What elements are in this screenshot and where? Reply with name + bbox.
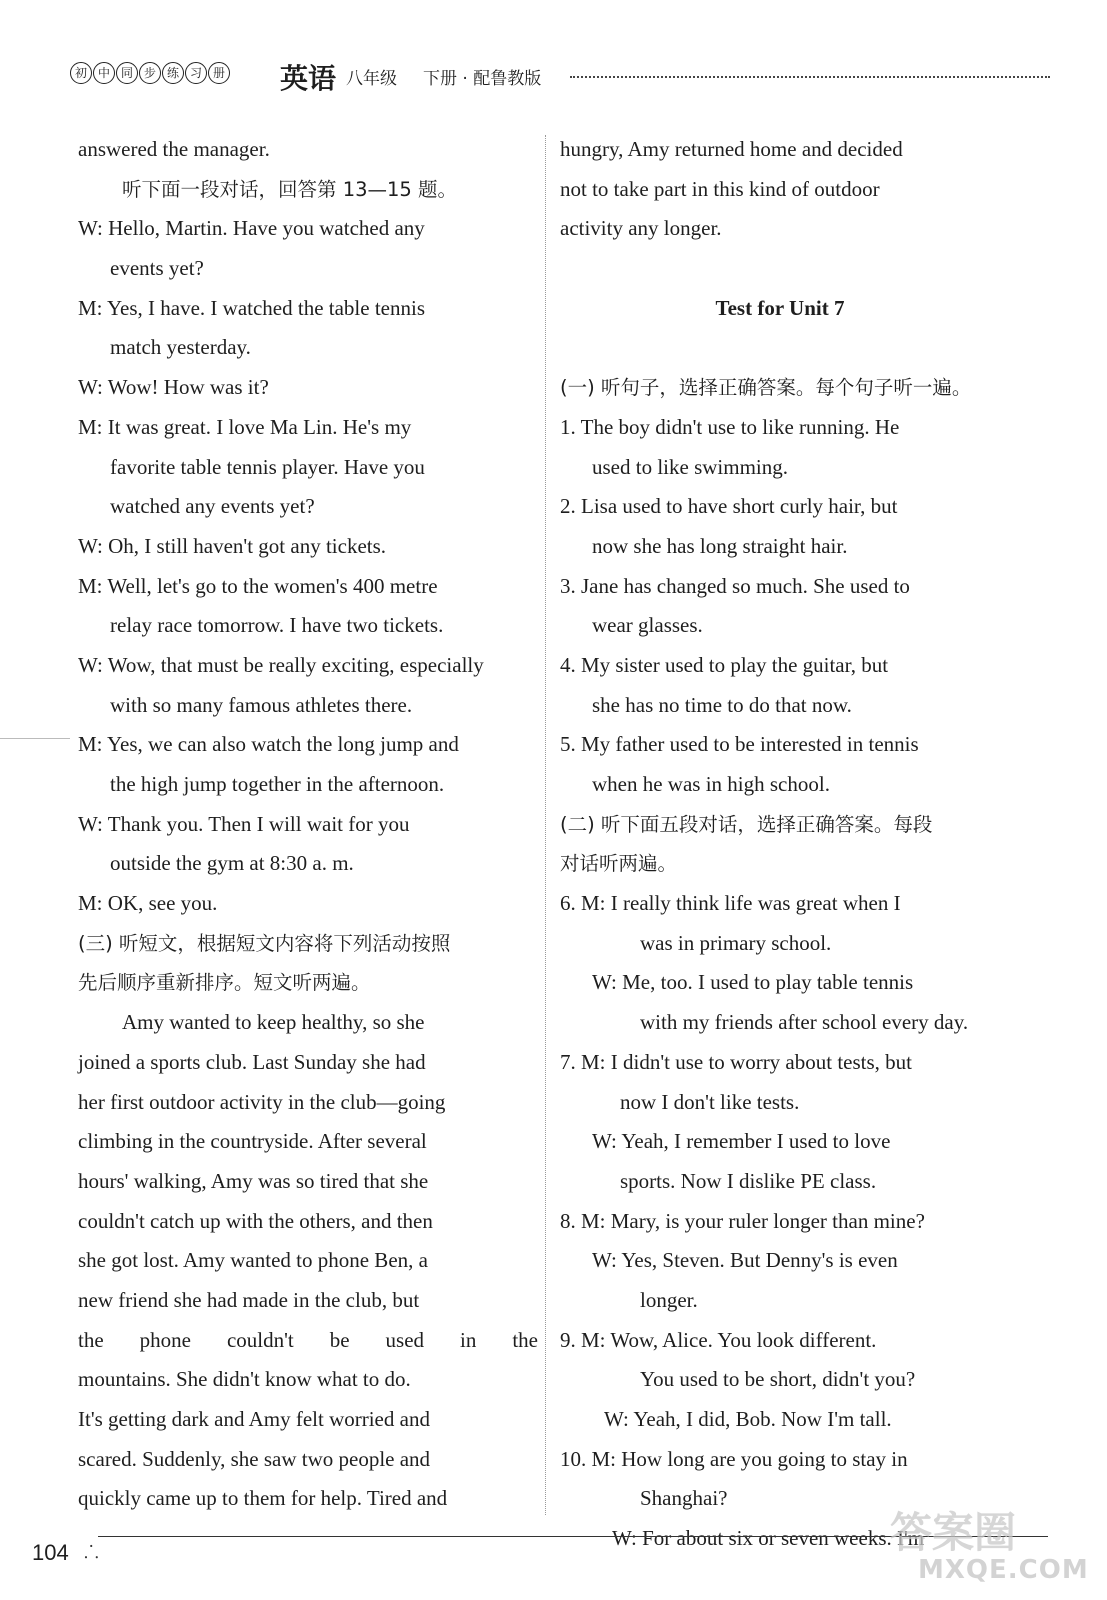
- right-column-line: 2. Lisa used to have short curly hair, but: [560, 494, 898, 519]
- left-column-line: M: It was great. I love Ma Lin. He's my: [78, 414, 412, 439]
- left-column-line: her first outdoor activity in the club—going: [78, 1089, 446, 1114]
- header-dotted-rule: [570, 76, 1050, 78]
- right-column-line: W: Yes, Steven. But Denny's is even: [592, 1248, 898, 1273]
- subject-title: 英语: [280, 62, 337, 95]
- left-column-line: she got lost. Amy wanted to phone Ben, a: [78, 1248, 428, 1273]
- right-column-line: when he was in high school.: [592, 772, 830, 796]
- left-column-line: new friend she had made in the club, but: [78, 1287, 420, 1312]
- right-column-line: [560, 328, 1000, 368]
- left-column-line: M: Yes, I have. I watched the table tennis: [78, 295, 426, 320]
- right-column-line: not to take part in this kind of outdoor: [560, 176, 880, 201]
- right-column-line: 7. M: I didn't use to worry about tests, but: [560, 1049, 913, 1074]
- left-column-line: relay race tomorrow. I have two tickets.: [110, 613, 444, 638]
- right-column-line: used to like swimming.: [592, 454, 788, 479]
- left-column-line: 先后顺序重新排序。短文听两遍。: [78, 971, 371, 995]
- right-column-line: W: For about six or seven weeks. I'm: [612, 1526, 925, 1551]
- right-column-line: (二) 听下面五段对话，选择正确答案。每段: [560, 812, 933, 836]
- left-column-line: scared. Suddenly, she saw two people and: [78, 1446, 431, 1471]
- left-column-line: favorite table tennis player. Have you: [110, 454, 425, 479]
- right-column-line: now I don't like tests.: [620, 1089, 800, 1114]
- left-column-line: W: Oh, I still haven't got any tickets.: [78, 533, 387, 558]
- right-column-line: 对话听两遍。: [560, 852, 678, 876]
- left-column-line: joined a sports club. Last Sunday she had: [78, 1049, 426, 1074]
- series-title: [70, 62, 230, 84]
- left-column-line: the high jump together in the afternoon.: [110, 772, 445, 796]
- series-char: 初: [70, 62, 92, 84]
- left-column-line: couldn't catch up with the others, and then: [78, 1208, 433, 1233]
- left-column-line: M: Yes, we can also watch the long jump and: [78, 732, 459, 757]
- left-column-line: match yesterday.: [110, 335, 251, 360]
- left-column-line: 听下面一段对话，回答第 13—15 题。: [122, 177, 458, 201]
- left-column-line: W: Thank you. Then I will wait for you: [78, 811, 410, 836]
- right-column-line: was in primary school.: [640, 930, 832, 955]
- margin-mark: [0, 738, 70, 739]
- series-char: 习: [185, 62, 207, 84]
- left-column-line: W: Wow, that must be really exciting, especially: [78, 652, 484, 677]
- right-column-line: hungry, Amy returned home and decided: [560, 137, 903, 161]
- series-char: 练: [162, 62, 184, 84]
- page-number: 104: [32, 1540, 69, 1565]
- left-column-line: quickly came up to them for help. Tired and: [78, 1486, 448, 1511]
- right-column-line: W: Yeah, I did, Bob. Now I'm tall.: [604, 1407, 892, 1431]
- right-column: [560, 130, 1000, 1559]
- right-column-line: (一) 听句子，选择正确答案。每个句子听一遍。: [560, 376, 972, 400]
- left-column-line: answered the manager.: [78, 137, 270, 161]
- right-column-line: 6. M: I really think life was great when I: [560, 891, 901, 916]
- series-char: 中: [93, 62, 115, 84]
- right-column-line: now she has long straight hair.: [592, 533, 848, 558]
- right-column-line: 4. My sister used to play the guitar, but: [560, 652, 889, 677]
- left-column-line: with so many famous athletes there.: [110, 692, 413, 717]
- right-column-line: wear glasses.: [592, 613, 703, 638]
- left-column-line: It's getting dark and Amy felt worried and: [78, 1407, 430, 1431]
- right-column-line: 3. Jane has changed so much. She used to: [560, 573, 910, 598]
- right-column-line: sports. Now I dislike PE class.: [620, 1168, 877, 1193]
- right-column-line: [560, 249, 1000, 289]
- right-column-line: 1. The boy didn't use to like running. He: [560, 414, 900, 439]
- column-divider: [545, 135, 546, 1515]
- left-column-line: watched any events yet?: [110, 494, 315, 519]
- right-column-line: You used to be short, didn't you?: [640, 1367, 916, 1392]
- right-column-line: Shanghai?: [640, 1486, 728, 1511]
- series-char: 同: [116, 62, 138, 84]
- right-column-line: longer.: [640, 1287, 698, 1312]
- right-column-line: 9. M: Wow, Alice. You look different.: [560, 1327, 877, 1352]
- right-column-line: she has no time to do that now.: [592, 692, 852, 717]
- left-column-line: mountains. She didn't know what to do.: [78, 1367, 411, 1392]
- left-column-line: W: Wow! How was it?: [78, 375, 269, 400]
- watermark-url: MXQE.COM: [918, 1555, 1089, 1585]
- right-column-line: W: Me, too. I used to play table tennis: [592, 970, 914, 995]
- right-column-line: 8. M: Mary, is your ruler longer than mine?: [560, 1208, 925, 1233]
- left-column-line: M: OK, see you.: [78, 891, 218, 916]
- series-char: 册: [208, 62, 230, 84]
- page-header: [70, 60, 1050, 95]
- right-column-line: 5. My father used to be interested in tennis: [560, 732, 919, 757]
- left-column-line: climbing in the countryside. After several: [78, 1129, 427, 1154]
- grade-label: 八年级: [346, 69, 397, 89]
- left-column-line: M: Well, let's go to the women's 400 metre: [78, 573, 438, 598]
- series-char: 步: [139, 62, 161, 84]
- right-column-line: with my friends after school every day.: [640, 1010, 969, 1035]
- left-column-line: hours' walking, Amy was so tired that she: [78, 1168, 429, 1193]
- footer-ornament-icon: ⸫: [84, 1542, 99, 1562]
- left-column-line: (三) 听短文，根据短文内容将下列活动按照: [78, 931, 451, 955]
- left-column-line: W: Hello, Martin. Have you watched any: [78, 216, 425, 241]
- watermark-logo: 答案圈: [890, 1508, 1017, 1557]
- right-column-line: Test for Unit 7: [715, 295, 845, 320]
- right-column-line: W: Yeah, I remember I used to love: [592, 1129, 891, 1154]
- left-column-line: events yet?: [110, 256, 204, 281]
- left-column-line: Amy wanted to keep healthy, so she: [122, 1010, 425, 1035]
- left-column: [78, 130, 538, 1519]
- left-column-line: the phone couldn't be used in the: [78, 1327, 538, 1352]
- volume-label: 下册 · 配鲁教版: [423, 69, 542, 89]
- left-column-line: outside the gym at 8:30 a. m.: [110, 851, 354, 876]
- right-column-line: activity any longer.: [560, 216, 722, 241]
- right-column-line: 10. M: How long are you going to stay in: [560, 1446, 908, 1471]
